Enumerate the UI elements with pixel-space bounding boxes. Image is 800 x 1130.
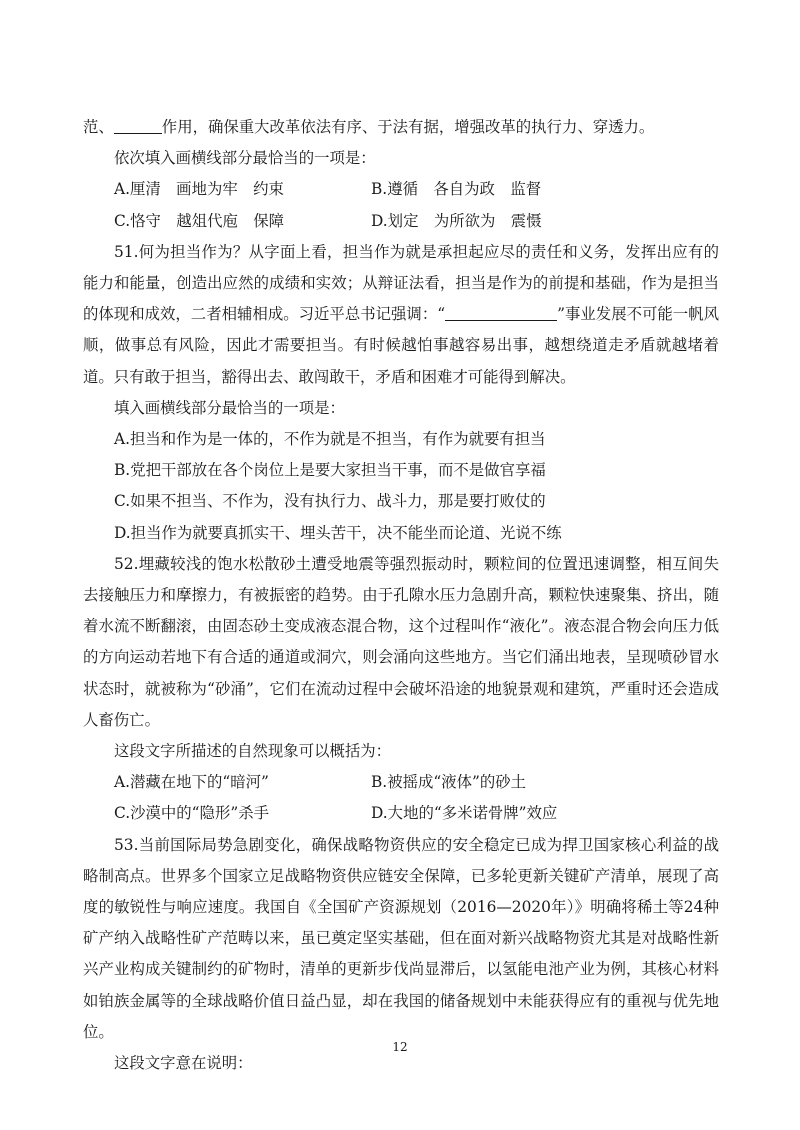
option-a: A.潜藏在地下的“暗河” <box>114 773 269 792</box>
question-51-paragraph: 51.何为担当作为？从字面上看，担当作为就是承担起应尽的责任和义务，发挥出应有的能力和能量，创造出应然的成绩和实效；从辩证法看，担当是作为的前提和基础，作为是担当的体现和成效，二者相辅相成。习近平总书记强调：“ ”事业发展不可能一帆风顺，做事总有风险，因此才需要担当。有时候越怕事越容易出事，越想绕道走矛盾就越堵着道。只有敢于担当，豁得出去、敢闯敢干，矛盾和困难才可能得到解决。 <box>83 242 719 386</box>
option-b: B.遵循 各自为政 监督 <box>371 180 542 199</box>
question-stem: 这段文字所描述的自然现象可以概括为： <box>114 742 392 761</box>
answer-blank <box>114 118 162 134</box>
option-a: A.担当和作为是一体的，不作为就是不担当，有作为就要有担当 <box>114 430 546 449</box>
option-d: D.大地的“多米诺骨牌”效应 <box>371 804 558 823</box>
option-d: D.担当作为就要真抓实干、埋头苦干，决不能坐而论道、光说不练 <box>114 523 562 542</box>
option-row <box>83 798 719 829</box>
question-stem: 依次填入画横线部分最恰当的一项是： <box>114 149 376 168</box>
option-row <box>83 767 719 798</box>
page-number: 12 <box>392 1040 408 1054</box>
option-row <box>83 206 719 237</box>
question-53-paragraph: 53.当前国际局势急剧变化，确保战略物资供应的安全稳定已成为捍卫国家核心利益的战略制高点。世界多个国家立足战略物资供应链安全保障，已多轮更新关键矿产清单，展现了高度的敏锐性与响应速度。我国自《全国矿产资源规划（2016—2020年）》明确将稀土等24种矿产纳入战略性矿产范畴以来，虽已奠定坚实基础，但在面对新兴战略物资尤其是对战略性新兴产业构成关键制约的矿物时，清单的更新步伐尚显滞后，以氢能电池产业为例，其核心材料如铂族金属等的全球战略价值日益凸显，却在我国的储备规划中未能获得应有的重视与优先地位。 <box>83 835 719 1041</box>
answer-blank <box>445 305 557 321</box>
option-b: B.党把干部放在各个岗位上是要大家担当干事，而不是做官享福 <box>114 461 546 480</box>
option-row <box>83 174 719 205</box>
question-stem: 这段文字意在说明： <box>114 1054 253 1073</box>
option-b: B.被摇成“液体”的砂土 <box>371 773 527 792</box>
option-c: C.沙漠中的“隐形”杀手 <box>114 804 269 823</box>
question-stem: 填入画横线部分最恰当的一项是： <box>114 398 345 417</box>
option-d: D.划定 为所欲为 震慑 <box>371 211 542 230</box>
option-c: C.如果不担当、不作为，没有执行力、战斗力，那是要打败仗的 <box>114 492 546 511</box>
page-content <box>83 112 719 1079</box>
continued-paragraph: 范、 作用，确保重大改革依法有序、于法有据，增强改革的执行力、穿透力。 <box>83 118 655 136</box>
option-a: A.厘清 画地为牢 约束 <box>114 180 284 199</box>
question-52-paragraph: 52.埋藏较浅的饱水松散砂土遭受地震等强烈振动时，颗粒间的位置迅速调整，相互间失去接触压力和摩擦力，有被振密的趋势。由于孔隙水压力急剧升高，颗粒快速聚集、挤出，随着水流不断翻滚，由固态砂土变成液态混合物，这个过程叫作“液化”。液态混合物会向压力低的方向运动若地下有合适的通道或洞穴，则会涌向这些地方。当它们涌出地表，呈现喷砂冒水状态时，就被称为“砂涌”，它们在流动过程中会破坏沿途的地貌景观和建筑，严重时还会造成人畜伤亡。 <box>83 554 719 729</box>
option-c: C.恪守 越俎代庖 保障 <box>114 211 285 230</box>
